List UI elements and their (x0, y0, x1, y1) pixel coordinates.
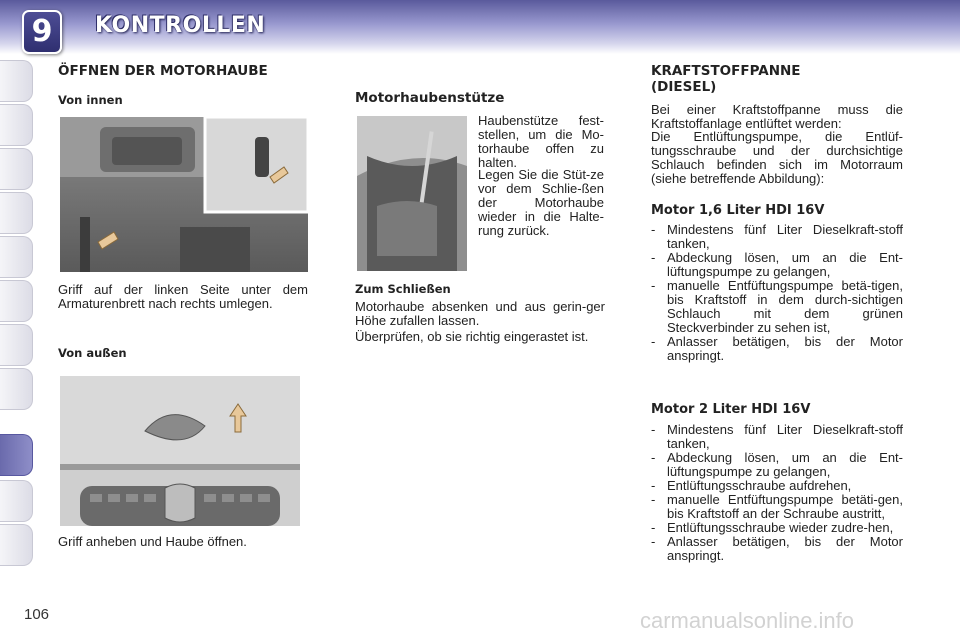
inside-instruction-text: Griff auf der linken Seite unter dem Armaturenbrett nach rechts umlegen. (58, 282, 308, 311)
chapter-tab[interactable] (0, 236, 33, 278)
chapter-tab[interactable] (0, 368, 33, 410)
fuel-failure-intro-2: Die Entlüftungspumpe, die Entlüf-tungsschraube und der durchsichtige Schlauch befinden sich im Motorraum (siehe betreffende Abbildung): (651, 129, 903, 186)
list-item: - manuelle Entfüftungspumpe betäti-gen, bis Kraftstoff an der Schraube austritt, (651, 493, 903, 521)
fuel-failure-intro-1: Bei einer Kraftstoffpanne muss die Kraftstoffanlage entlüftet werden: (651, 102, 903, 131)
label-from-inside: Von innen (58, 93, 123, 107)
list-item: - Entlüftungsschraube aufdrehen, (651, 479, 903, 493)
engine-1-6-title: Motor 1,6 Liter HDI 16V (651, 203, 825, 218)
chapter-tab[interactable] (0, 60, 33, 102)
chapter-tab[interactable] (0, 324, 33, 366)
section-title-fuel-failure (651, 63, 801, 95)
page-number: 106 (24, 606, 50, 623)
chapter-tab-active[interactable] (0, 434, 33, 476)
chapter-header (0, 0, 960, 54)
list-item: - Anlasser betätigen, bis der Motor anspringt. (651, 535, 903, 563)
list-item: - Entlüftungsschraube wieder zudre-hen, (651, 521, 903, 535)
list-item: - Anlasser betätigen, bis der Motor anspringt. (651, 335, 903, 363)
section-title-line-2: (DIESEL) (651, 79, 717, 95)
list-item: - Mindestens fünf Liter Dieselkraft-stoff tanken, (651, 223, 903, 251)
chapter-tab[interactable] (0, 104, 33, 146)
chapter-tabs (0, 60, 34, 580)
chapter-tab[interactable] (0, 148, 33, 190)
label-from-outside: Von außen (58, 346, 127, 360)
exterior-hood-latch-image (60, 376, 300, 526)
chapter-title: KONTROLLEN (95, 13, 266, 38)
closing-instruction-2: Überprüfen, ob sie richtig eingerastet ist. (355, 329, 589, 344)
hood-prop-instruction-1: Haubenstütze fest-stellen, um die Mo-torhaube offen zu halten. (478, 113, 604, 170)
interior-release-lever-image (60, 117, 308, 272)
list-item: - Mindestens fünf Liter Dieselkraft-stoff tanken, (651, 423, 903, 451)
engine-1-6-steps (651, 223, 903, 363)
chapter-tab[interactable] (0, 524, 33, 566)
section-title-open-hood: ÖFFNEN DER MOTORHAUBE (58, 63, 268, 79)
closing-instruction-1: Motorhaube absenken und aus gerin-ger Höhe zufallen lassen. (355, 299, 605, 328)
outside-instruction-text: Griff anheben und Haube öffnen. (58, 534, 247, 549)
watermark: carmanualsonline.info (640, 608, 855, 633)
engine-2-0-title: Motor 2 Liter HDI 16V (651, 402, 811, 417)
hood-prop-instruction-2: Legen Sie die Stüt-ze vor dem Schlie-ßen der Motorhaube wieder in die Halte-rung zurück. (478, 167, 604, 238)
section-title-hood-prop: Motorhaubenstütze (355, 90, 505, 106)
chapter-number-badge: 9 (22, 10, 62, 54)
list-item: - Abdeckung lösen, um an die Ent-lüftungspumpe zu gelangen, (651, 451, 903, 479)
label-closing: Zum Schließen (355, 282, 451, 296)
chapter-tab[interactable] (0, 280, 33, 322)
chapter-tab[interactable] (0, 480, 33, 522)
section-title-line-1: KRAFTSTOFFPANNE (651, 63, 801, 79)
list-item: - manuelle Entfüftungspumpe betä-tigen, bis Kraftstoff in dem durch-sichtigen Schlauch mit dem grünen Steckverbinder zu sehen ist, (651, 279, 903, 335)
hood-prop-image (357, 116, 467, 271)
engine-2-0-steps (651, 423, 903, 563)
chapter-tab[interactable] (0, 192, 33, 234)
list-item: - Abdeckung lösen, um an die Ent-lüftungspumpe zu gelangen, (651, 251, 903, 279)
